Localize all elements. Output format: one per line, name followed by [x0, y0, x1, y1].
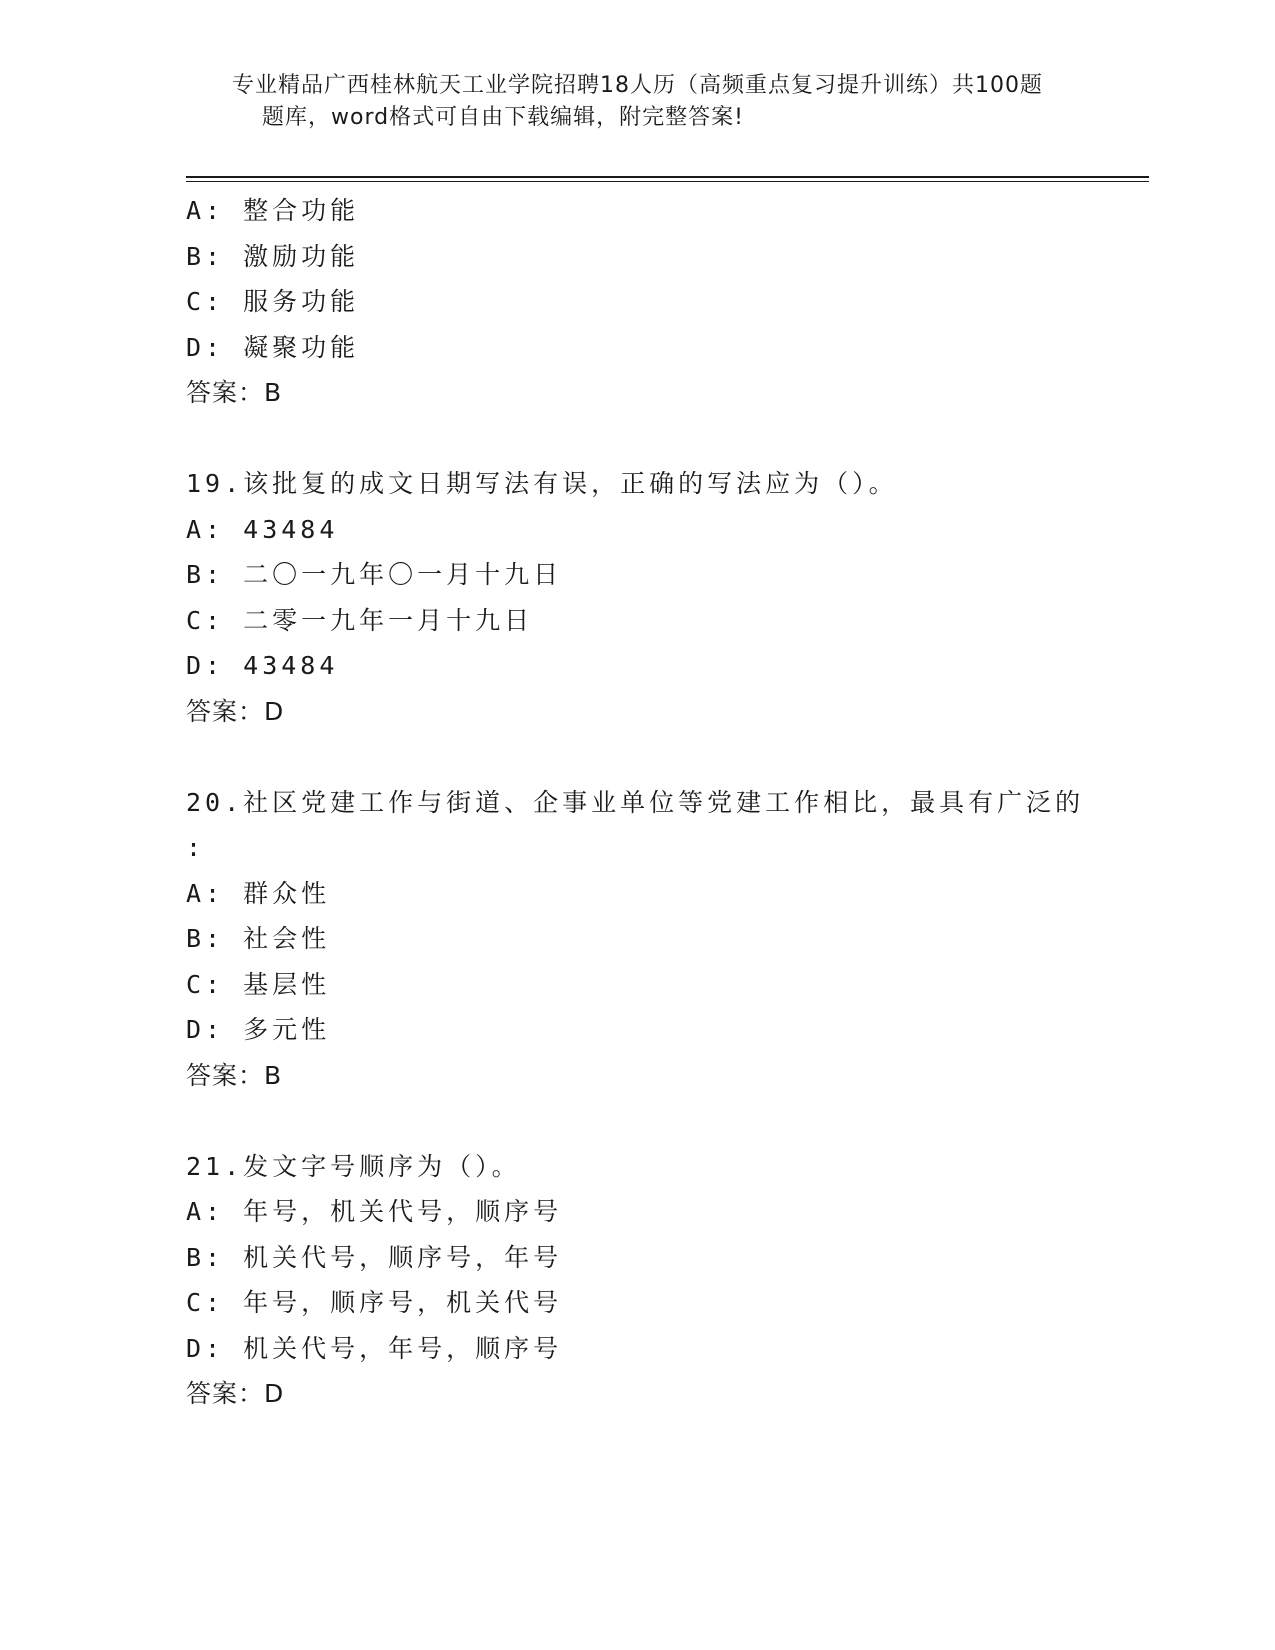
- option-c: C: 二零一九年一月十九日: [186, 605, 534, 635]
- question-stem: 20.社区党建工作与街道、企事业单位等党建工作相比，最具有广泛的: [186, 787, 1085, 817]
- question-21: [186, 1144, 1149, 1417]
- option-d: D: 机关代号，年号，顺序号: [186, 1333, 563, 1363]
- header-title-line1: 专业精品广西桂林航天工业学院招聘18人历（高频重点复习提升训练）共100题: [232, 73, 1043, 98]
- question-stem: 19.该批复的成文日期写法有误，正确的写法应为（）。: [186, 469, 898, 498]
- answer-line: 答案：B: [186, 1060, 283, 1090]
- question-stem-continuation: :: [186, 833, 206, 862]
- header-divider-thin: [186, 181, 1149, 182]
- option-d: D: 43484: [186, 651, 339, 680]
- option-c: C: 年号，顺序号，机关代号: [186, 1288, 563, 1317]
- option-a: A: 年号，机关代号，顺序号: [186, 1197, 563, 1226]
- answer-line: 答案：B: [186, 378, 283, 407]
- option-d: D: 凝聚功能: [186, 332, 360, 362]
- option-d: D: 多元性: [186, 1015, 331, 1044]
- option-b: B: 机关代号，顺序号，年号: [186, 1242, 563, 1272]
- question-list: [186, 188, 1149, 1417]
- option-c: C: 服务功能: [186, 287, 360, 316]
- question-20: [186, 780, 1149, 1099]
- option-a: A: 43484: [186, 514, 339, 544]
- answer-line: 答案：D: [186, 1379, 285, 1408]
- document-header: [0, 70, 1275, 134]
- option-a: A: 整合功能: [186, 196, 360, 225]
- option-b: B: 二〇一九年〇一月十九日: [186, 560, 563, 589]
- header-divider-thick: [186, 176, 1149, 178]
- question-19: [186, 461, 1149, 734]
- option-b: B: 激励功能: [186, 241, 360, 271]
- question-stem: 21.发文字号顺序为（）。: [186, 1151, 521, 1181]
- header-title-line2: 题库，word格式可自由下载编辑，附完整答案!: [262, 105, 744, 130]
- option-c: C: 基层性: [186, 969, 331, 999]
- option-b: B: 社会性: [186, 924, 331, 953]
- option-a: A: 群众性: [186, 878, 331, 908]
- question-18: [186, 188, 1149, 416]
- answer-line: 答案：D: [186, 696, 285, 726]
